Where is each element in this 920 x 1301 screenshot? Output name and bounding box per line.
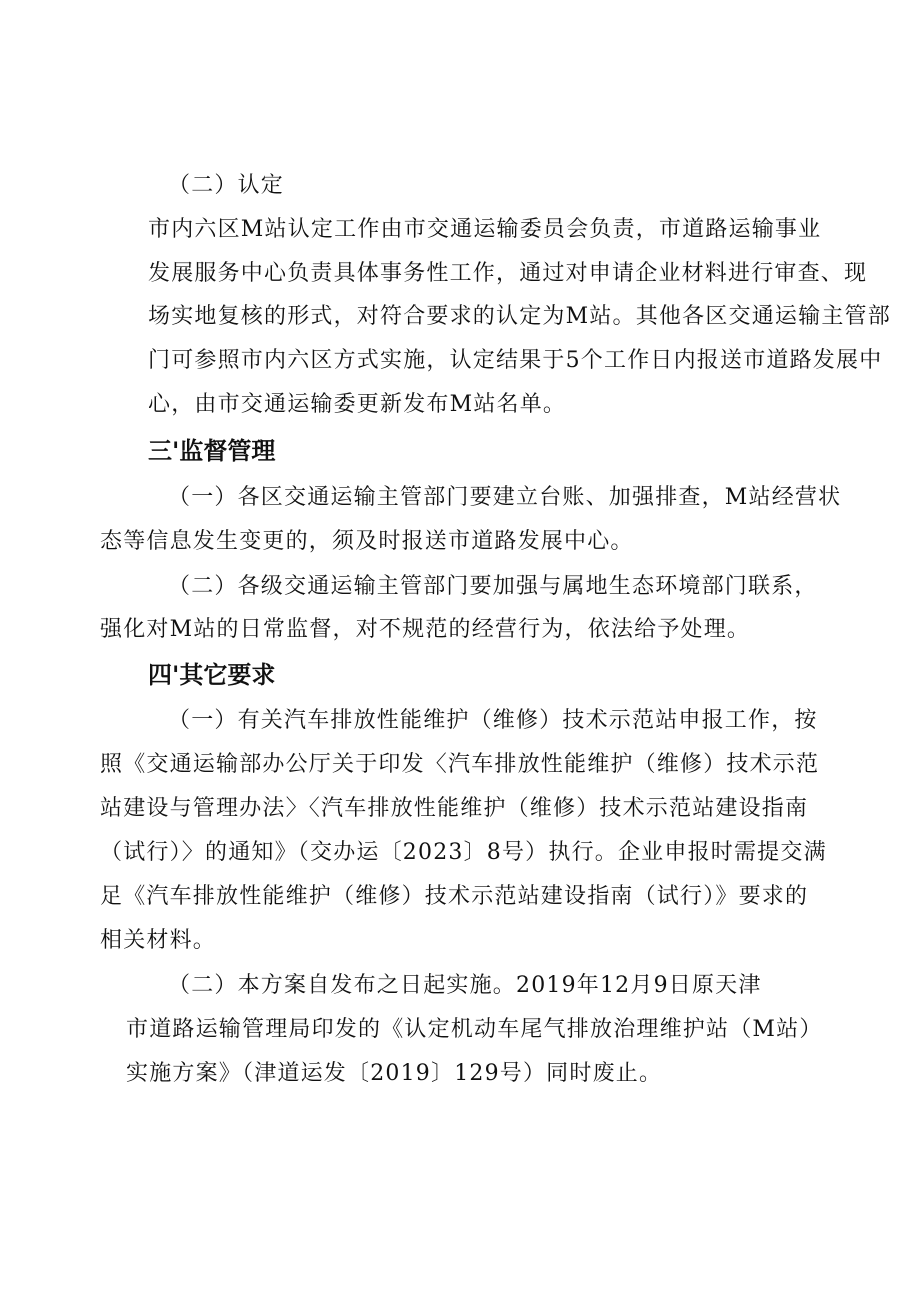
paragraph-line: 发展服务中心负责具体事务性工作，通过对申请企业材料进行审查、现	[148, 261, 868, 286]
paragraph-line: 市内六区M站认定工作由市交通运输委员会负责，市道路运输事业	[148, 217, 822, 242]
section-2-2-title: （二）认定	[168, 173, 285, 198]
paragraph-line: （一）有关汽车排放性能维护（维修）技术示范站申报工作，按	[168, 708, 818, 733]
paragraph-line: 强化对M站的日常监督，对不规范的经营行为，依法给予处理。	[100, 617, 751, 642]
section-4-heading: 四'其它要求	[148, 661, 276, 689]
paragraph-line: 足《汽车排放性能维护（维修）技术示范站建设指南（试行）》要求的	[100, 884, 809, 909]
paragraph-line: 心，由市交通运输委更新发布M站名单。	[148, 392, 567, 417]
paragraph-line: 照《交通运输部办公厅关于印发〈汽车排放性能维护（维修）技术示范	[100, 752, 820, 777]
paragraph-line: （试行）〉的通知》（交办运〔2023〕8号）执行。企业申报时需提交满	[100, 840, 827, 865]
paragraph-line: 市道路运输管理局印发的《认定机动车尾气排放治理维护站（M站）	[126, 1017, 823, 1042]
paragraph-line: 场实地复核的形式，对符合要求的认定为M站。其他各区交通运输主管部	[148, 304, 891, 329]
paragraph-line: 态等信息发生变更的，须及时报送市道路发展中心。	[100, 529, 634, 554]
section-3-heading: 三'监督管理	[148, 437, 276, 465]
paragraph-line: （二）各级交通运输主管部门要加强与属地生态环境部门联系，	[168, 574, 818, 599]
paragraph-line: （一）各区交通运输主管部门要建立台账、加强排查，M站经营状	[168, 485, 842, 510]
paragraph-line: 实施方案》（津道运发〔2019〕129号）同时废止。	[126, 1061, 663, 1086]
paragraph-line: 站建设与管理办法〉〈汽车排放性能维护（维修）技术示范站建设指南	[100, 796, 809, 821]
paragraph-line: 门可参照市内六区方式实施，认定结果于5个工作日内报送市道路发展中	[148, 348, 883, 373]
paragraph-line: （二）本方案自发布之日起实施。2019年12月9日原天津	[168, 973, 762, 998]
paragraph-line: 相关材料。	[100, 928, 217, 953]
